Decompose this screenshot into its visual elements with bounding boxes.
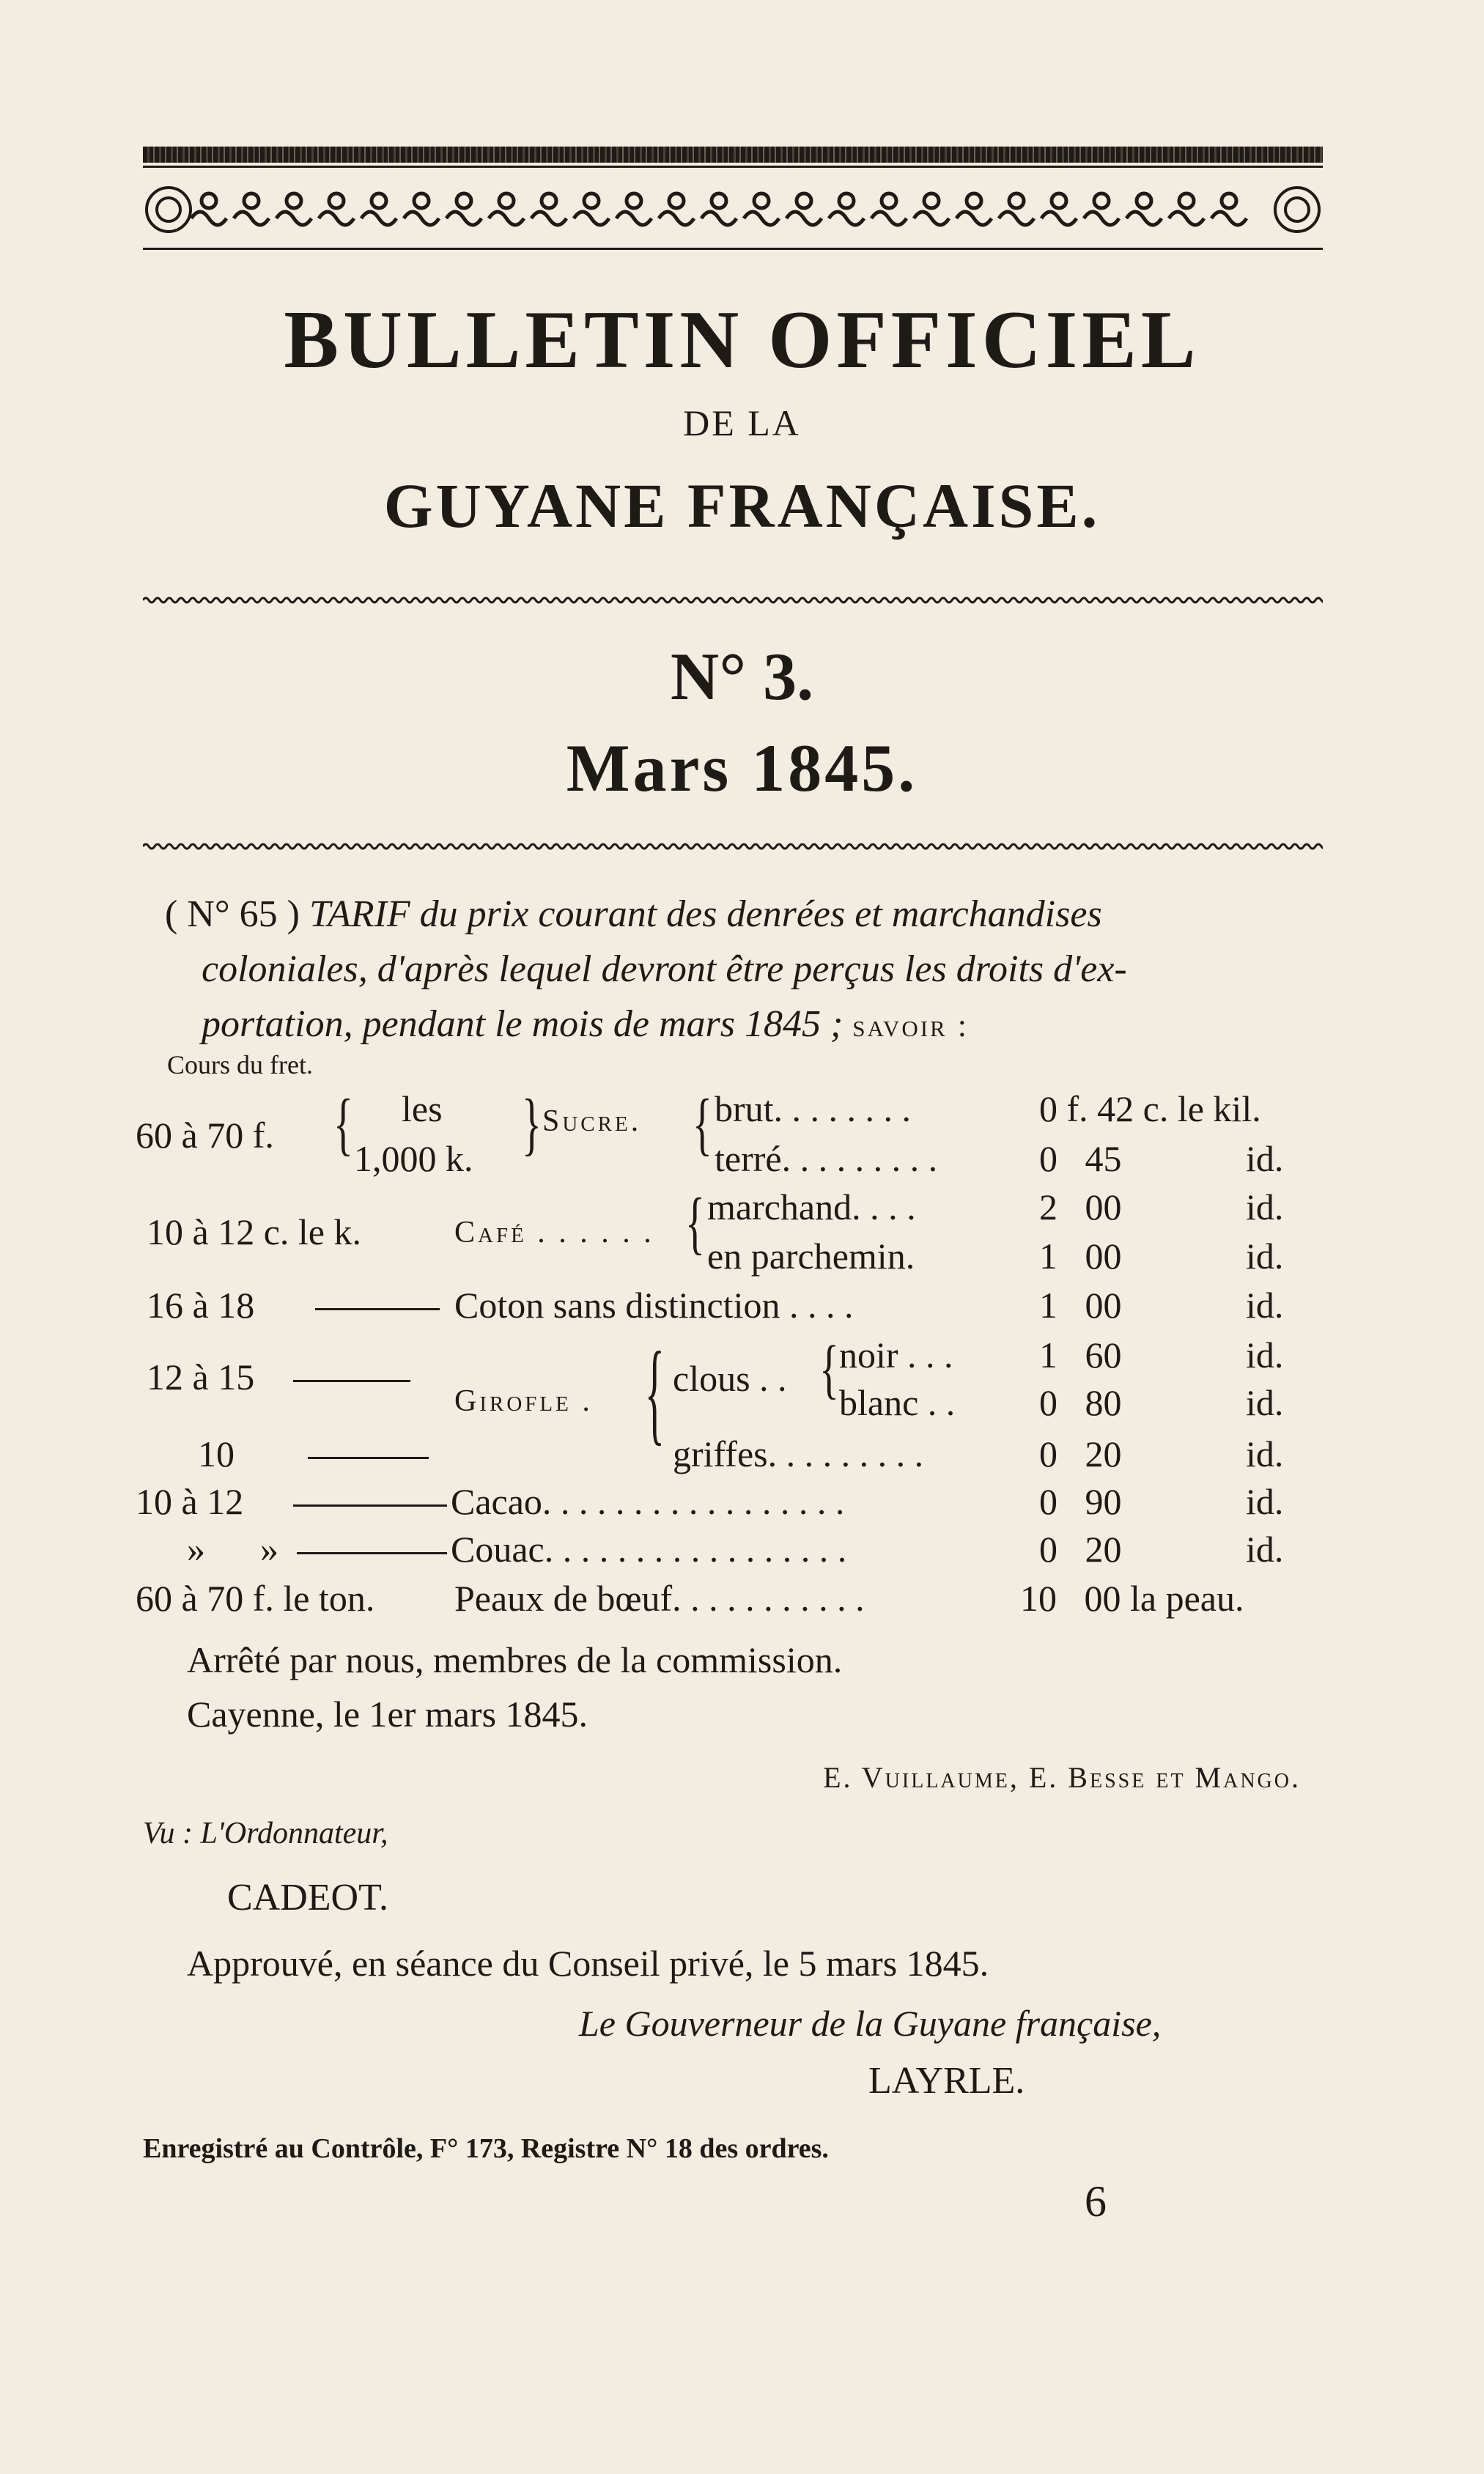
fret-column-label: Cours du fret. [167,1050,313,1079]
ornament-flourish [627,193,641,208]
ornament-flourish [489,212,524,225]
brace: { [693,1085,712,1164]
ornament-flourish [361,212,396,225]
ornament-flourish [319,212,354,225]
ornament-flourish [1137,193,1151,208]
ornament-flourish [967,193,981,208]
ornament-flourish [191,212,226,225]
cafe-parchemin: en parchemin. [707,1236,915,1277]
product-cafe: Café . . . . . . [454,1216,654,1249]
product-couac: Couac. . . . . . . . . . . . . . . . . [451,1529,847,1570]
product-sucre: Sucre. [542,1104,642,1138]
ornament-flourish [1169,212,1204,225]
sucre-terre: terré. . . . . . . . . [715,1138,938,1179]
cafe-marchand-price: 2 00 [1039,1186,1122,1227]
product-peaux: Peaux de bœuf. . . . . . . . . . . [454,1578,865,1619]
girofle-griffes: griffes. . . . . . . . . [673,1433,924,1474]
top-decorative-band [143,147,1323,163]
ornament-flourish [669,193,684,208]
ornament-flourish [1084,212,1119,225]
product-cacao: Cacao. . . . . . . . . . . . . . . . . [451,1481,845,1522]
approuve-line: Approuvé, en séance du Conseil privé, le 5 mars 1845. [187,1943,989,1984]
cafe-parchemin-price: 1 00 [1039,1236,1122,1277]
ornament-flourish [329,193,344,208]
ornament-flourish [1041,212,1077,225]
ornament-flourish [276,212,311,225]
product-coton: Coton sans distinction . . . . [454,1285,854,1326]
ornament-flourish [839,193,854,208]
ornament-bottom-rule [143,248,1323,250]
clous-blanc-price: 0 80 [1039,1382,1122,1423]
ornament-flourish [404,212,439,225]
ornament-flourish [659,212,694,225]
ornament-flourish [786,212,822,225]
unit-id: id. [1246,1382,1284,1423]
unit-id: id. [1246,1285,1284,1326]
unit-id: id. [1246,1529,1284,1570]
ornament-flourish [754,193,769,208]
ornament-flourish [287,193,301,208]
brace: } [522,1085,542,1164]
ornament-flourish [446,212,481,225]
gouverneur-name: LAYRLE. [868,2060,1025,2102]
act-number: ( N° 65 ) [165,893,300,935]
cacao-price: 0 90 [1039,1481,1122,1522]
wavy-divider [143,841,1323,852]
leader-dash [297,1552,447,1554]
clous-noir-price: 1 60 [1039,1334,1122,1376]
ornament-flourish [616,212,651,225]
ornament-flourish [999,212,1034,225]
leader-dash [315,1308,440,1310]
ornament-flourish [701,212,737,225]
ornament-flourish [914,212,949,225]
intro-line-3: portation, pendant le mois de mars 1845 ; [202,1003,843,1045]
sucre-brut: brut. . . . . . . . [715,1088,912,1129]
leader-dash [293,1380,410,1382]
ornament-flourish [744,212,779,225]
fret-coton: 16 à 18 [147,1285,255,1326]
ornament-flourish [956,212,992,225]
page-number: 6 [1085,2177,1107,2226]
colony-title: GUYANE FRANÇAISE. [383,470,1101,541]
ornament-flourish [1094,193,1109,208]
ornament-flourish [531,212,566,225]
fret-cafe: 10 à 12 c. le k. [147,1211,361,1252]
ornament-flourish [829,212,864,225]
ornament-flourish [244,193,259,208]
intro-line-1: TARIF du prix courant des denrées et marchandises [309,893,1102,935]
sucre-terre-price: 0 45 [1039,1138,1122,1179]
clous-noir: noir . . . [839,1334,953,1376]
ornament-flourish [414,193,429,208]
ornament-flourish [574,212,609,225]
coton-price: 1 00 [1039,1285,1122,1326]
ornament-flourish [924,193,939,208]
bulletin-date: Mars 1845. [566,731,918,805]
vu-ordonnateur: Vu : L'Ordonnateur, [143,1817,388,1850]
ornament-flourish [1222,193,1236,208]
brace: { [685,1184,705,1263]
fret-sucre: 60 à 70 f. [136,1115,274,1156]
cafe-marchand: marchand. . . . [707,1186,916,1227]
ornament-flourish [1052,193,1066,208]
clous-blanc: blanc . . [839,1382,956,1423]
arrete-line: Arrêté par nous, membres de la commission. [187,1639,843,1680]
unit-id: id. [1246,1236,1284,1277]
gouverneur-title: Le Gouverneur de la Guyane française, [579,2003,1162,2044]
fret-girofle: 12 à 15 [147,1356,255,1397]
wavy-divider [143,595,1323,605]
fret-cacao: 10 à 12 [136,1481,244,1522]
ornament-flourish [542,193,556,208]
girofle-clous: clous . . [673,1358,787,1399]
ornament-flourish [1126,212,1162,225]
ornament-flourish [584,193,599,208]
commission-signatories: E. Vuillaume, E. Besse et Mango. [823,1761,1301,1794]
ornament-flourish [457,193,471,208]
couac-price: 0 20 [1039,1529,1122,1570]
floral-ornament-row [139,173,1326,246]
leader-dash [308,1457,429,1459]
ornament-flourish [1009,193,1024,208]
place-date: Cayenne, le 1er mars 1845. [187,1694,588,1735]
ornament-flourish [882,193,896,208]
fret-couac: » » [187,1529,278,1570]
fret-griffes: 10 [198,1433,235,1474]
brace: { [333,1085,353,1164]
ornament-flourish [234,212,269,225]
unit-id: id. [1246,1334,1284,1376]
ornament-flourish [797,193,811,208]
brace: { [645,1329,665,1458]
ornament-flourish [1211,212,1247,225]
enregistrement-note: Enregistré au Contrôle, F° 173, Registre N° 18 des ordres. [143,2133,829,2164]
intro-line-2: coloniales, d'après lequel devront être perçus les droits d'ex- [202,948,1127,990]
unit-1000k: 1,000 k. [354,1138,473,1179]
ornament-flourish [712,193,726,208]
product-girofle: Girofle . [454,1384,593,1418]
unit-les: les [402,1088,443,1129]
ornament-flourish [499,193,514,208]
ornament-flourish [202,193,216,208]
peaux-price: 10 00 la peau. [1020,1578,1244,1619]
tarif-intro [165,887,1323,1053]
unit-id: id. [1246,1186,1284,1227]
title-de-la: DE LA [683,402,801,443]
ornament-flourish [871,212,907,225]
savoir-label: savoir : [852,1008,969,1044]
unit-id: id. [1246,1138,1284,1179]
ornament-flourish [372,193,386,208]
top-rule [143,166,1323,168]
leader-dash [293,1504,447,1507]
bulletin-number: N° 3. [670,639,814,714]
ornament-flourish [1179,193,1194,208]
ordonnateur-name: CADEOT. [227,1877,389,1919]
unit-id: id. [1246,1481,1284,1522]
griffes-price: 0 20 [1039,1433,1122,1474]
brace: { [819,1333,839,1406]
fret-peaux: 60 à 70 f. le ton. [136,1578,375,1619]
bulletin-title: BULLETIN OFFICIEL [284,295,1200,385]
sucre-brut-price: 0 f. 42 c. le kil. [1039,1088,1261,1129]
unit-id: id. [1246,1433,1284,1474]
